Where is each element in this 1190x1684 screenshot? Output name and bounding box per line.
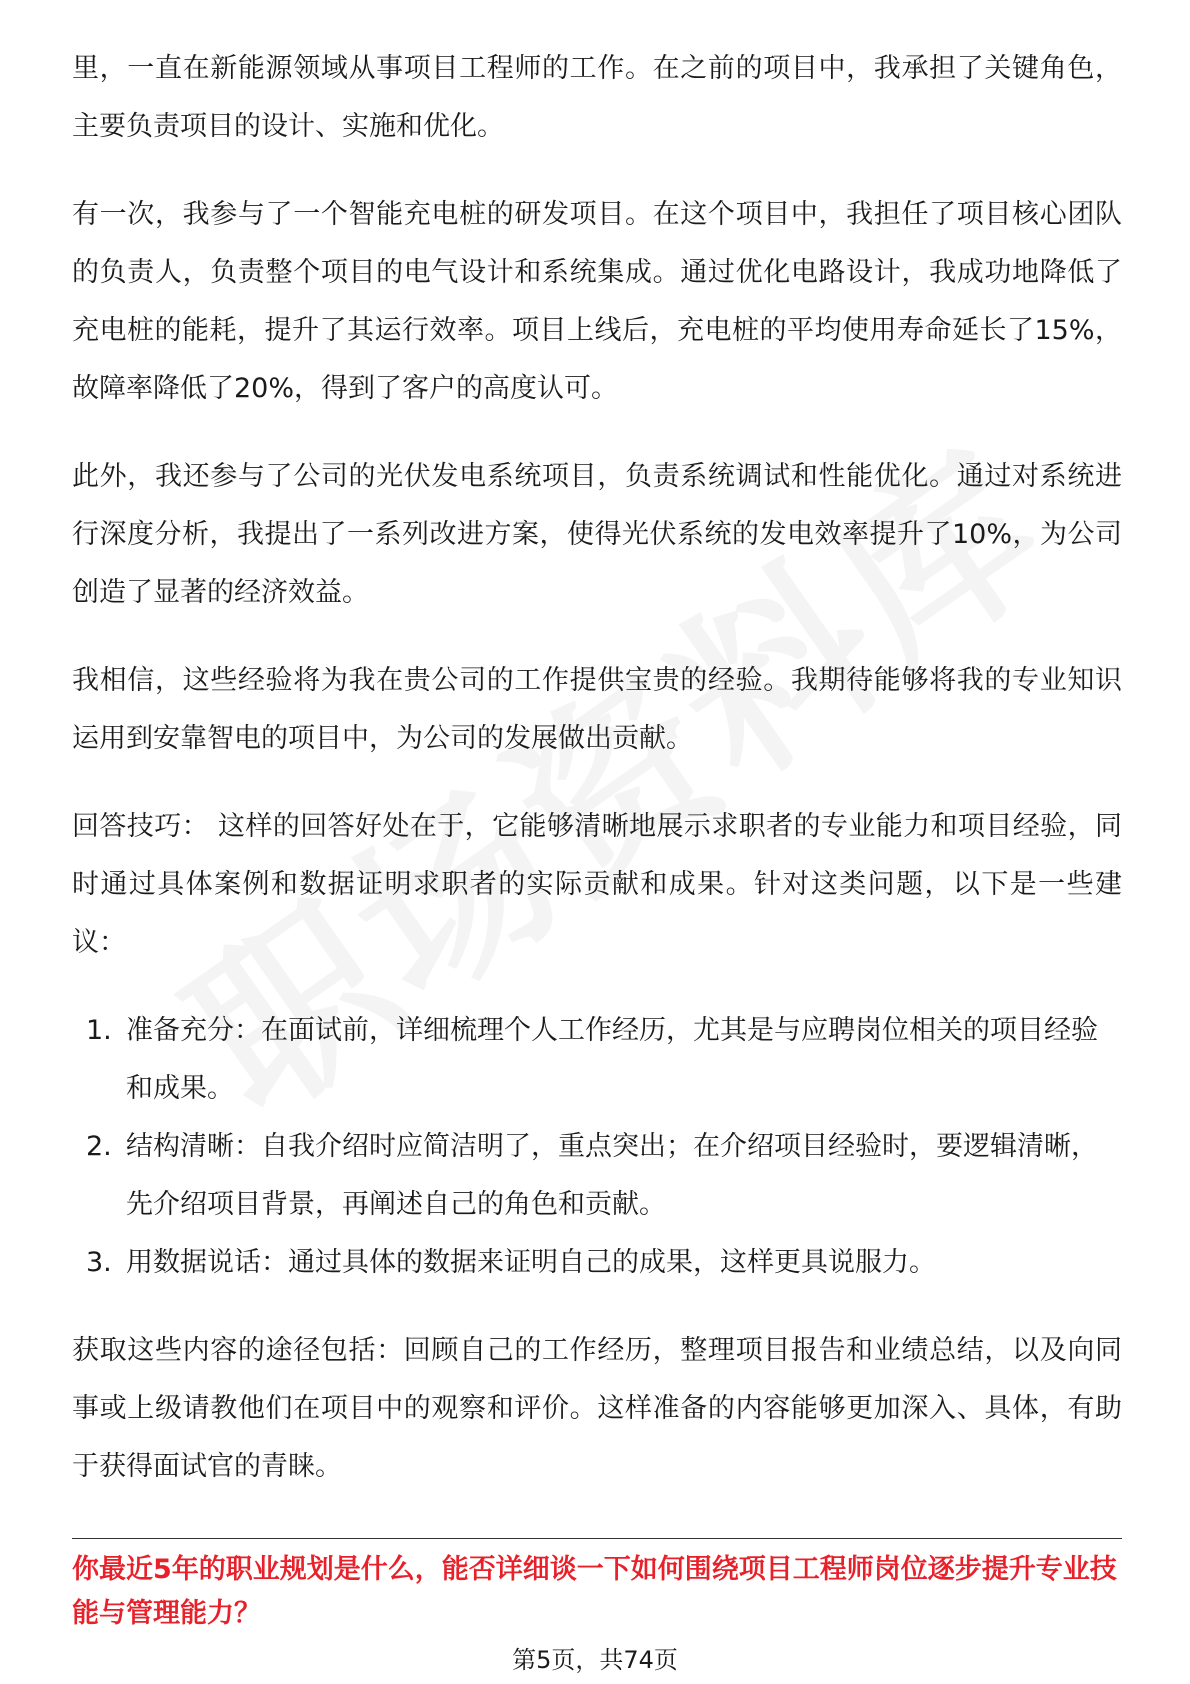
list-text: 结构清晰：自我介绍时应简洁明了，重点突出；在介绍项目经验时，要逻辑清晰，先介绍项目背景，再阐述自己的角色和贡献。: [126, 1131, 1098, 1220]
paragraph: 此外，我还参与了公司的光伏发电系统项目，负责系统调试和性能优化。通过对系统进行深度分析，我提出了一系列改进方案，使得光伏系统的发电效率提升了10%，为公司创造了显著的经济效益。: [72, 461, 1122, 608]
list-text: 准备充分：在面试前，详细梳理个人工作经历，尤其是与应聘岗位相关的项目经验和成果。: [126, 1015, 1098, 1104]
list-number: 3.: [86, 1247, 112, 1278]
list-number: 2.: [86, 1131, 112, 1162]
closing-paragraph: 获取这些内容的途径包括：回顾自己的工作经历，整理项目报告和业绩总结，以及向同事或上级请教他们在项目中的观察和评价。这样准备的内容能够更加深入、具体，有助于获得面试官的青睐。: [72, 1335, 1122, 1482]
list-item: [72, 1234, 1122, 1292]
content-body: [72, 40, 1122, 1526]
suggestion-list: [72, 1002, 1122, 1292]
next-question-heading: 你最近5年的职业规划是什么，能否详细谈一下如何围绕项目工程师岗位逐步提升专业技能与管理能力？: [72, 1554, 1117, 1629]
section-divider: [72, 1538, 1122, 1539]
paragraph: 我相信，这些经验将为我在贵公司的工作提供宝贵的经验。我期待能够将我的专业知识运用到安靠智电的项目中，为公司的发展做出贡献。: [72, 665, 1122, 754]
list-number: 1.: [86, 1015, 112, 1046]
page-number: 第5页，共74页: [512, 1646, 678, 1674]
list-text: 用数据说话：通过具体的数据来证明自己的成果，这样更具说服力。: [126, 1247, 936, 1278]
tips-paragraph: 回答技巧： 这样的回答好处在于，它能够清晰地展示求职者的专业能力和项目经验，同时通过具体案例和数据证明求职者的实际贡献和成果。针对这类问题，以下是一些建议：: [72, 811, 1122, 958]
paragraph: 有一次，我参与了一个智能充电桩的研发项目。在这个项目中，我担任了项目核心团队的负责人，负责整个项目的电气设计和系统集成。通过优化电路设计，我成功地降低了充电桩的能耗，提升了其运行效率。项目上线后，充电桩的平均使用寿命延长了15%，故障率降低了20%，得到了客户的高度认可。: [72, 199, 1122, 404]
paragraph: 里，一直在新能源领域从事项目工程师的工作。在之前的项目中，我承担了关键角色，主要负责项目的设计、实施和优化。: [72, 53, 1122, 142]
list-item: [72, 1002, 1122, 1118]
list-item: [72, 1118, 1122, 1234]
